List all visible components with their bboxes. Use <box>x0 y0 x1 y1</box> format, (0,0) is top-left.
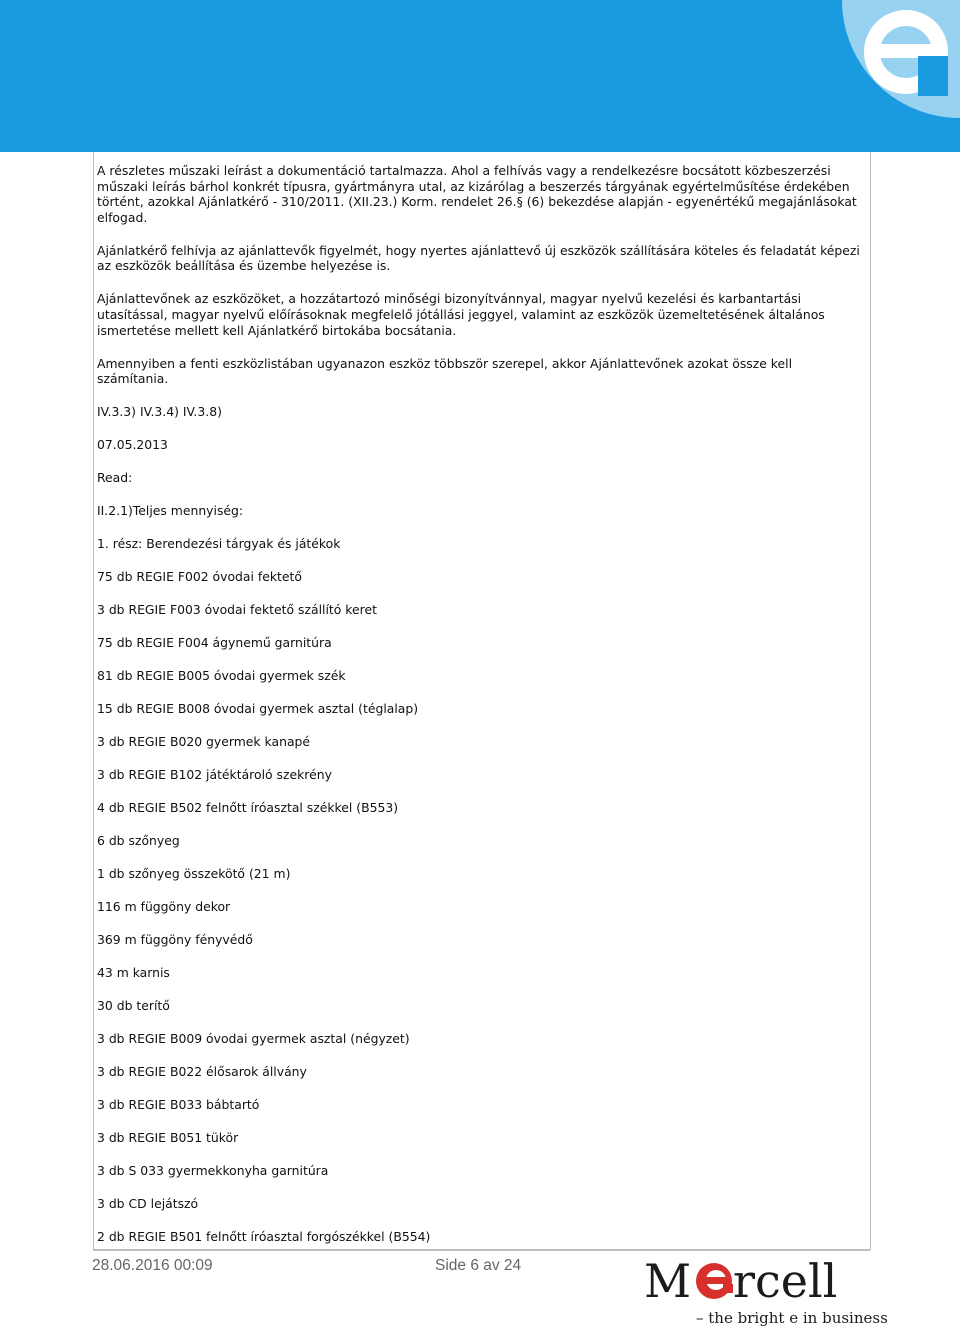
document-paragraph: II.2.1)Teljes mennyiség: <box>97 503 244 519</box>
document-paragraph: 3 db REGIE B020 gyermek kanapé <box>97 733 311 749</box>
document-paragraph: Ajánlattevőnek az eszközöket, a hozzátartozó minőségi bizonyítvánnyal, magyar nyelvű kezelési és karbantartási utasítással, magyar nyelvű előírásoknak megfelelő jótállási jeggyel, valamint az eszközök üzemeltetésének általános ismertetése mellett kell Ajánlatkérő birtokába bocsátania. <box>97 291 825 338</box>
document-paragraph: Read: <box>97 470 133 486</box>
document-paragraph: 3 db REGIE B102 játéktároló szekrény <box>97 766 332 782</box>
document-paragraph: Ajánlatkérő felhívja az ajánlattevők figyelmét, hogy nyertes ajánlattevő új eszközök szállítására köteles és feladatát képezi az eszközök beállítása és üzembe helyezése is. <box>97 242 860 274</box>
document-paragraph: 3 db CD lejátszó <box>97 1195 199 1211</box>
mercell-e-icon <box>810 0 960 152</box>
document-paragraph: 30 db terítő <box>97 997 170 1013</box>
document-paragraph: 3 db REGIE B009 óvodai gyermek asztal (négyzet) <box>97 1030 410 1046</box>
document-paragraph: 116 m függöny dekor <box>97 898 231 914</box>
logo-e-icon <box>696 1263 733 1299</box>
document-paragraph: 43 m karnis <box>97 964 170 980</box>
footer-divider <box>93 1249 870 1251</box>
document-paragraph: 3 db REGIE B051 tükör <box>97 1129 239 1145</box>
document-paragraph: 2 db REGIE B501 felnőtt íróasztal forgószékkel (B554) <box>97 1228 431 1244</box>
document-paragraph: 07.05.2013 <box>97 437 168 453</box>
header-banner <box>0 0 960 152</box>
document-paragraph: 4 db REGIE B502 felnőtt íróasztal székkel (B553) <box>97 799 399 815</box>
document-paragraph: 3 db REGIE B033 bábtartó <box>97 1096 260 1112</box>
document-paragraph: IV.3.3) IV.3.4) IV.3.8) <box>97 404 222 420</box>
footer-page-number: Side 6 av 24 <box>435 1257 522 1274</box>
logo-tagline: – the bright e in business <box>696 1309 888 1327</box>
logo-wordmark: rcell <box>733 1254 838 1308</box>
document-body <box>97 163 867 1262</box>
document-paragraph: 75 db REGIE F004 ágynemű garnitúra <box>97 634 332 650</box>
document-paragraph: 75 db REGIE F002 óvodai fektető <box>97 569 302 585</box>
document-paragraph: Amennyiben a fenti eszközlistában ugyanazon eszköz többször szerepel, akkor Ajánlattevőnek azokat össze kell számítania. <box>97 355 793 387</box>
document-paragraph: A részletes műszaki leírást a dokumentáció tartalmazza. Ahol a felhívás vagy a rendelkezésre bocsátott közbeszerzési műszaki leírás bárhol konkrét típusra, gyártmányra utal, az kizárólag a beszerzés tárgyának egyértelműsítése érdekében történt, azokkal Ajánlatkérő - 310/2011. (XII.23.) Korm. rendelet 26.§ (6) bekezdése alapján - egyenértékű megajánlásokat elfogad. <box>97 163 857 225</box>
document-paragraph: 3 db REGIE F003 óvodai fektető szállító keret <box>97 602 377 617</box>
footer-timestamp: 28.06.2016 00:09 <box>92 1257 213 1274</box>
document-paragraph: 1 db szőnyeg összekötő (21 m) <box>97 865 291 881</box>
document-paragraph: 3 db S 033 gyermekkonyha garnitúra <box>97 1162 329 1178</box>
logo-letter-m: M <box>644 1254 692 1308</box>
document-paragraph: 1. rész: Berendezési tárgyak és játékok <box>97 536 341 552</box>
document-paragraph: 15 db REGIE B008 óvodai gyermek asztal (téglalap) <box>97 700 419 716</box>
document-paragraph: 6 db szőnyeg <box>97 832 180 848</box>
mercell-logo <box>644 1252 888 1328</box>
document-paragraph: 3 db REGIE B022 élősarok állvány <box>97 1063 307 1079</box>
document-paragraph: 81 db REGIE B005 óvodai gyermek szék <box>97 667 346 683</box>
document-paragraph: 369 m függöny fényvédő <box>97 931 253 947</box>
